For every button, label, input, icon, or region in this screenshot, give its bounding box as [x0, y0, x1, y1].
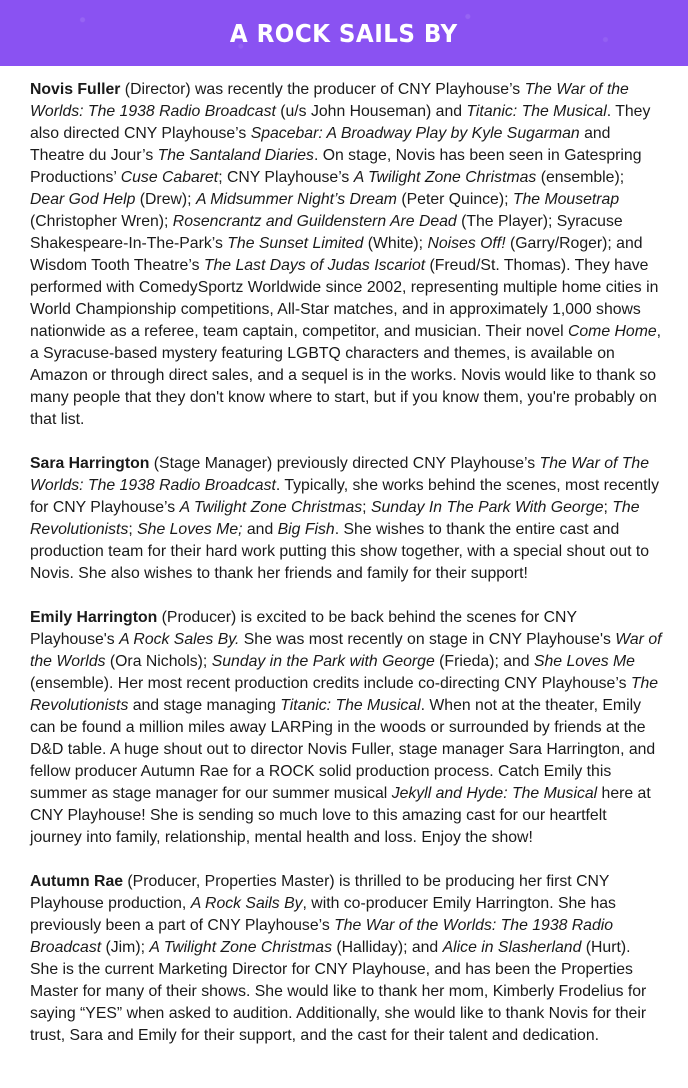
bio-text: (Garry/Roger); and Wisdom Tooth Theatre’s [30, 235, 643, 274]
show-title: Dear God Help [30, 191, 136, 208]
person-name: Novis Fuller [30, 81, 121, 98]
show-title: A Twilight Zone Christmas [353, 169, 537, 186]
bio-text: . She wishes to thank the entire cast and production team for their hard work putting this show together, with a special shout out to Novis. She also wishes to thank her friends and family for their support! [30, 521, 650, 582]
bio-text: (Jim); [101, 939, 150, 956]
bio-text: (Ora Nichols); [105, 653, 212, 670]
bio-text: (Stage Manager) previously directed CNY Playhouse’s [149, 455, 540, 472]
show-title: The Mousetrap [512, 191, 620, 208]
bio-text: and Theatre du Jour’s [30, 125, 611, 164]
bio-text: ; [362, 499, 371, 516]
show-title: Cuse Cabaret [120, 169, 219, 186]
bio-text: , a Syracuse-based mystery featuring LGBTQ characters and themes, is available on Amazon or through direct sales, and a sequel is in the works. Novis would like to thank so many people that they don't know where to start, but if you know them, you're probably on that list. [30, 323, 662, 428]
bio-text: (Freud/St. Thomas). They have performed with ComedySportz Worldwide since 2002, representing multiple home cities in World Championship competitions, All-Star matches, and in approximately 1,000 shows nationwide as a referee, team captain, competitor, and musician. Their novel [30, 257, 659, 340]
bio-text: (Hurt). She is the current Marketing Director for CNY Playhouse, and has been the Properties Master for many of their shows. She would like to thank her mom, Kimberly Frodelius for saying “YES” when asked to audition. Additionally, she would like to thank Novis for their trust, Sara and Emily for their support, and the cast for their talent and dedication. [30, 939, 647, 1044]
show-title: Jekyll and Hyde: The Musical [391, 785, 598, 802]
bio-text: (Peter Quince); [396, 191, 513, 208]
show-title: Spacebar: A Broadway Play by Kyle Sugarman [250, 125, 580, 142]
bio-text: . On stage, Novis has been seen in Gatespring Productions’ [30, 147, 642, 186]
bio-text: . When not at the theater, Emily can be found a million miles away LARPing in the woods or surrounded by friends at the D&D table. A huge shout out to director Novis Fuller, stage manager Sara Harrington, and fellow producer Autumn Rae for a ROCK solid production process. Catch Emily this summer as stage manager for our summer musical [30, 697, 656, 802]
bio-text: (White); [363, 235, 428, 252]
show-title: She Loves Me [533, 653, 635, 670]
bio-sara-harrington [30, 453, 662, 585]
bio-text: (ensemble); [536, 169, 625, 186]
show-title: The War of The Worlds: The 1938 Radio Broadcast [30, 455, 649, 494]
bio-text: (Christopher Wren); [30, 213, 173, 230]
bio-text: ; CNY Playhouse’s [218, 169, 354, 186]
bio-text: (The Player); Syracuse Shakespeare-In-The-Park’s [30, 213, 623, 252]
bio-text: and [242, 521, 278, 538]
show-title: A Rock Sails By [190, 895, 303, 912]
person-name: Emily Harrington [30, 609, 158, 626]
person-name: Autumn Rae [30, 873, 124, 890]
bio-text: (Drew); [135, 191, 196, 208]
show-title: Sunday in the Park with George [211, 653, 435, 670]
show-title: Sunday In The Park With George [370, 499, 604, 516]
show-title: Big Fish [277, 521, 335, 538]
show-title: War of the Worlds [30, 631, 662, 670]
show-title: A Rock Sales By. [119, 631, 240, 648]
show-title: A Twilight Zone Christmas [149, 939, 332, 956]
bio-text: and stage managing [128, 697, 281, 714]
show-title: Come Home [567, 323, 657, 340]
show-title: Alice in Slasherland [442, 939, 582, 956]
show-title: The Revolutionists [30, 675, 659, 714]
bio-text: (Halliday); and [331, 939, 443, 956]
bio-text: (Producer) is excited to be back behind the scenes for CNY Playhouse's [30, 609, 577, 648]
bio-text: She was most recently on stage in CNY Playhouse's [239, 631, 616, 648]
bio-text: (Producer, Properties Master) is thrilled to be producing her first CNY Playhouse production, [30, 873, 610, 912]
show-title: Rosencrantz and Guildenstern Are Dead [172, 213, 457, 230]
bio-text: (u/s John Houseman) and [275, 103, 467, 120]
show-title: The Sunset Limited [227, 235, 364, 252]
bio-autumn-rae [30, 871, 662, 1047]
show-title: A Midsummer Night’s Dream [195, 191, 397, 208]
show-title: The War of the Worlds: The 1938 Radio Broadcast [30, 917, 614, 956]
bio-text: here at CNY Playhouse! She is sending so much love to this amazing cast for our heartfelt journey into family, relationship, mental health and loss. Enjoy the show! [30, 785, 651, 846]
bio-text: (ensemble). Her most recent production credits include co-directing CNY Playhouse’s [30, 675, 631, 692]
person-name: Sara Harrington [30, 455, 150, 472]
page-header [0, 0, 688, 66]
bio-text: . They also directed CNY Playhouse’s [30, 103, 651, 142]
bios-section [30, 79, 662, 1069]
show-title: The Last Days of Judas Iscariot [203, 257, 426, 274]
bio-novis-fuller [30, 79, 662, 431]
show-title: Noises Off! [427, 235, 506, 252]
show-title: The Revolutionists [30, 499, 640, 538]
show-title: The Santaland Diaries [157, 147, 314, 164]
bio-text: (Frieda); and [434, 653, 534, 670]
show-title: The War of the Worlds: The 1938 Radio Broadcast [30, 81, 629, 120]
bio-text: ; [603, 499, 613, 516]
bio-text: (Director) was recently the producer of CNY Playhouse’s [120, 81, 525, 98]
show-title: Titanic: The Musical [466, 103, 607, 120]
bio-text: , with co-producer Emily Harrington. She has previously been a part of CNY Playhouse’s [30, 895, 616, 934]
bio-emily-harrington [30, 607, 662, 849]
page-title: A ROCK SAILS BY [230, 18, 458, 48]
bio-text: . Typically, she works behind the scenes, most recently for CNY Playhouse’s [30, 477, 659, 516]
show-title: Titanic: The Musical [280, 697, 421, 714]
show-title: A Twilight Zone Christmas [179, 499, 363, 516]
show-title: She Loves Me; [137, 521, 243, 538]
bio-text: ; [128, 521, 138, 538]
